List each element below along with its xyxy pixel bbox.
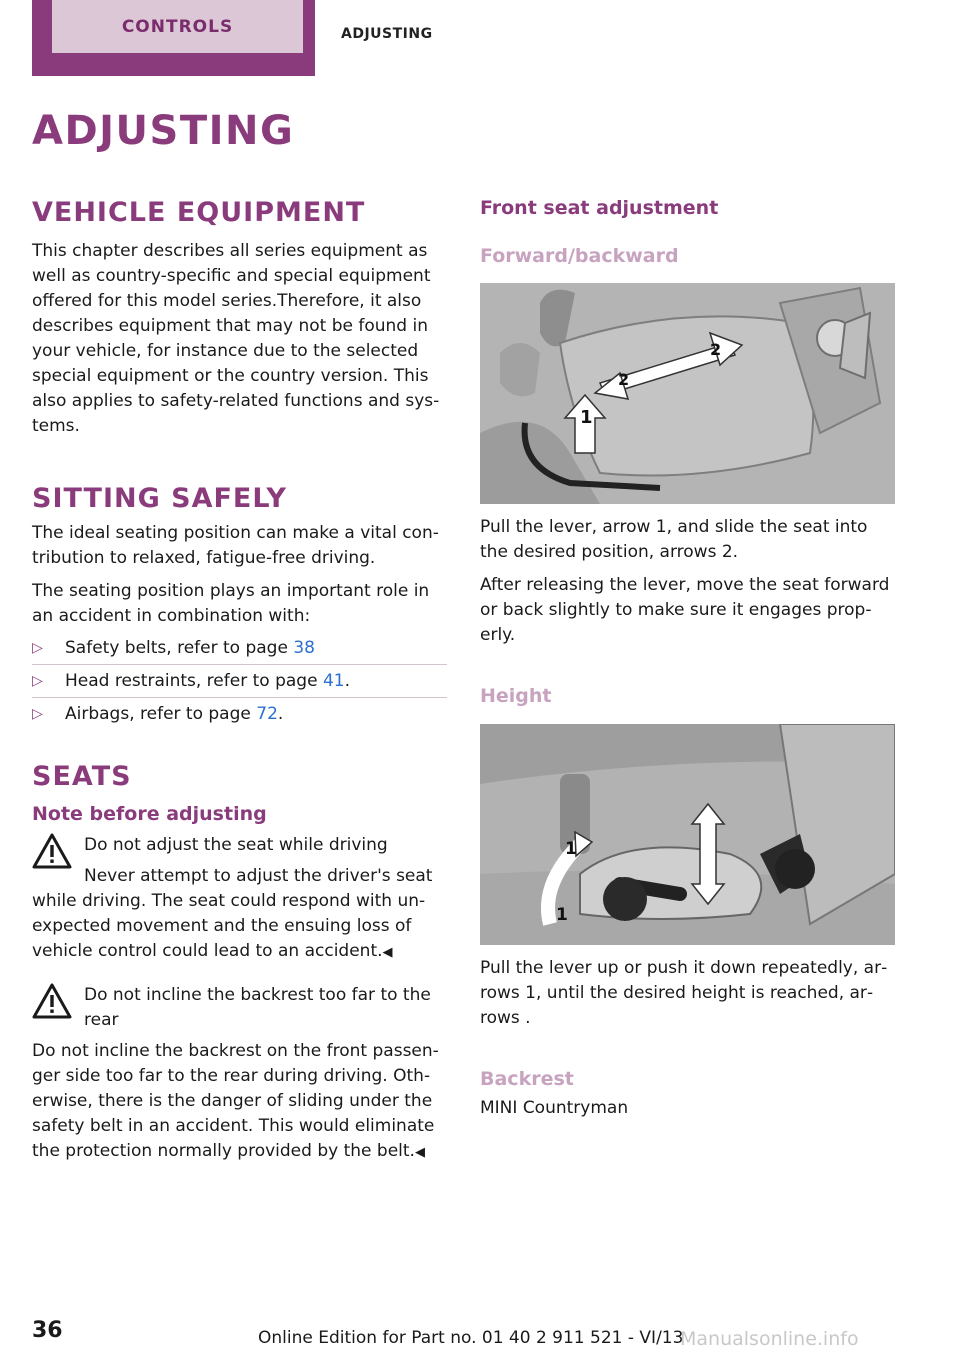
arrow-1-label: 1 xyxy=(565,839,577,860)
warning-backrest-incline xyxy=(32,983,447,1033)
list-item-suffix: . xyxy=(277,703,284,724)
warning-title: Do not adjust the seat while driving xyxy=(84,834,388,855)
arrow-2-label: 2 xyxy=(618,370,630,390)
warning-triangle-icon xyxy=(32,983,72,1019)
reference-list xyxy=(32,632,447,730)
backrest-para: MINI Countryman xyxy=(480,1097,629,1118)
bullet-triangle-icon: ▷ xyxy=(32,705,43,722)
tab-adjusting[interactable]: ADJUSTING xyxy=(341,26,433,42)
list-item xyxy=(32,698,447,730)
page-link[interactable]: 38 xyxy=(293,637,315,658)
arrow-2-label: 2 xyxy=(710,340,722,360)
page-title: ADJUSTING xyxy=(32,108,295,154)
list-item-text: Head restraints, refer to page xyxy=(65,670,323,691)
backrest-heading: Backrest xyxy=(480,1068,574,1091)
list-item xyxy=(32,632,447,665)
end-marker: ◀ xyxy=(414,1144,425,1160)
sitting-safely-para2: The seating position plays an important role in an accident in combination with: xyxy=(32,580,430,626)
edition-text: Online Edition for Part no. 01 40 2 911 521 - VI/13 xyxy=(258,1328,684,1348)
warning-title: Do not incline the backrest too far to the rear xyxy=(84,984,431,1030)
header-tab-bar xyxy=(0,0,960,76)
page-number: 36 xyxy=(32,1318,63,1343)
front-seat-adjustment-heading: Front seat adjustment xyxy=(480,197,719,219)
list-item-suffix: . xyxy=(344,670,350,691)
warning-body: Never attempt to adjust the driver's seat while driving. The seat could respond with unexpected movement and the ensuing loss of vehicle control could lead to an accident.◀ xyxy=(32,865,433,961)
warning-body: Do not incline the backrest on the front passenger side too far to the rear during driving. Otherwise, there is the danger of sliding under the safety belt in an accident. This would eliminate the protection normally provided by the belt.◀ xyxy=(32,1040,439,1161)
tab-controls[interactable] xyxy=(32,0,315,76)
sitting-safely-para1: The ideal seating position can make a vital contribution to relaxed, fatigue-free driving. xyxy=(32,522,439,568)
tab-controls-label: CONTROLS xyxy=(52,0,303,53)
list-item-text: Airbags, refer to page xyxy=(65,703,257,724)
sitting-safely-heading: SITTING SAFELY xyxy=(32,482,287,514)
right-column xyxy=(480,196,900,1121)
seat-forward-backward-image xyxy=(480,283,895,504)
vehicle-equipment-heading: VEHICLE EQUIPMENT xyxy=(32,197,366,228)
height-heading: Height xyxy=(480,685,552,708)
forward-para2: After releasing the lever, move the seat forward or back slightly to make sure it engages properly. xyxy=(480,575,890,646)
warning-triangle-icon xyxy=(32,833,72,869)
page-link[interactable]: 41 xyxy=(322,670,345,691)
forward-para1: Pull the lever, arrow 1, and slide the seat into the desired position, arrows 2. xyxy=(480,517,868,563)
end-marker: ◀ xyxy=(382,944,393,960)
arrow-1-label: 1 xyxy=(580,407,593,429)
forward-backward-heading: Forward/backward xyxy=(480,244,679,267)
watermark: Manualsonline.info xyxy=(680,1328,859,1350)
page-link[interactable]: 72 xyxy=(256,703,278,724)
bullet-triangle-icon: ▷ xyxy=(32,672,43,689)
list-item xyxy=(32,665,447,698)
vehicle-equipment-body: This chapter describes all series equipment as well as country-specific and special equipment offered for this model series.Therefore, it also describes equipment that may not be found in your vehicle, for instance due to the selected special equipment or the country version. This also applies to safety-related functions and systems. xyxy=(32,240,440,436)
seats-heading: SEATS xyxy=(32,760,132,792)
seat-height-image xyxy=(480,724,895,945)
note-before-adjusting-heading: Note before adjusting xyxy=(32,803,267,826)
list-item-text: Safety belts, refer to page xyxy=(65,637,294,658)
height-para: Pull the lever up or push it down repeatedly, arrows 1, until the desired height is reached, arrows . xyxy=(480,958,888,1029)
warning-seat-driving xyxy=(32,833,447,858)
bullet-triangle-icon: ▷ xyxy=(32,639,43,656)
left-column xyxy=(32,196,447,1165)
arrow-1-label: 1 xyxy=(556,905,568,926)
